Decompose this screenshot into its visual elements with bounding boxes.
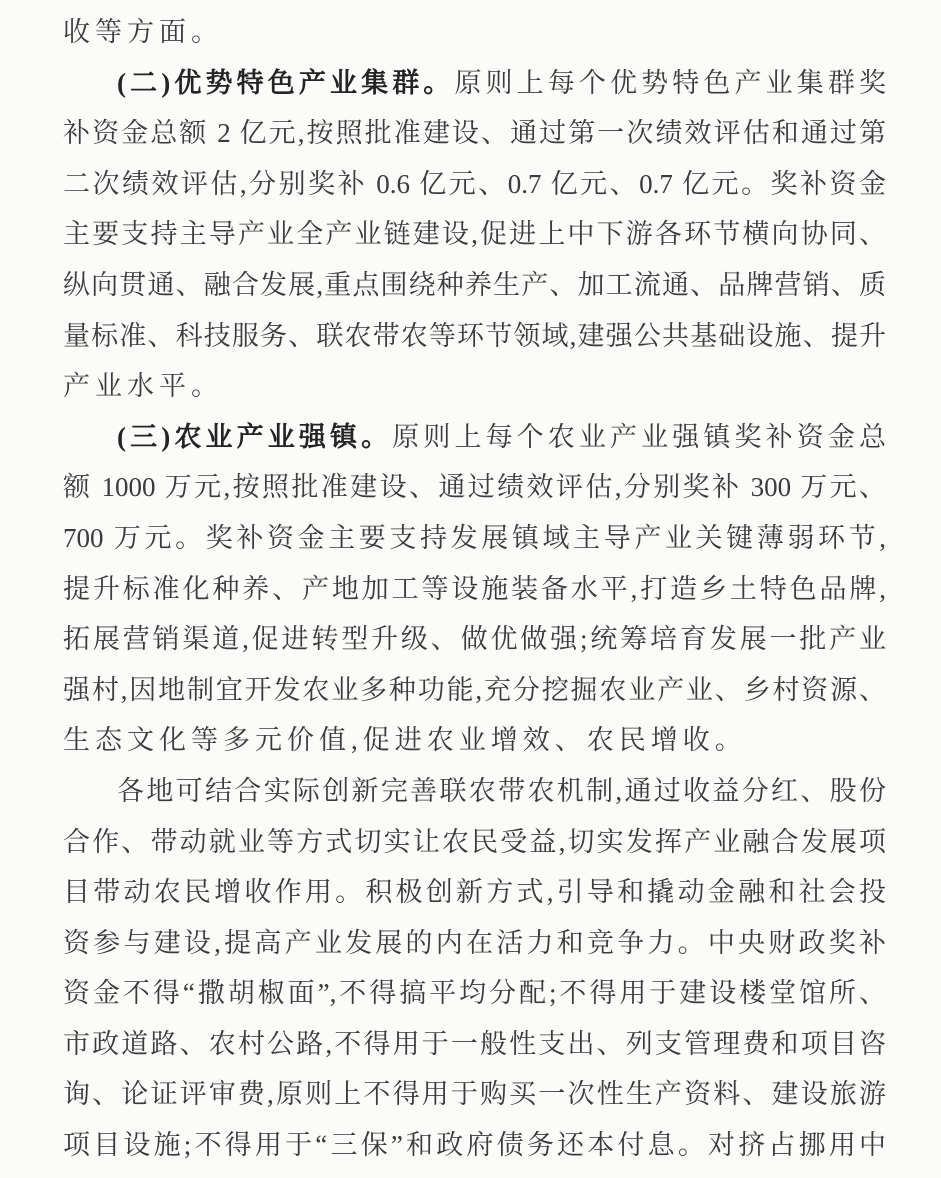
text-line bbox=[63, 209, 886, 260]
paragraph-continuation bbox=[63, 7, 886, 58]
text-line bbox=[63, 513, 886, 564]
line-text: 补资金总额 2 亿元,按照批准建设、通过第一次绩效评估和通过第 bbox=[63, 118, 886, 149]
text-line bbox=[63, 412, 886, 463]
text-line bbox=[63, 1019, 886, 1070]
text-line bbox=[63, 260, 886, 311]
paragraph-section-2 bbox=[63, 58, 886, 412]
line-text: 主要支持主导产业全产业链建设,促进上中下游各环节横向协同、 bbox=[63, 219, 886, 250]
line-text: 产业水平。 bbox=[63, 371, 223, 402]
text-line bbox=[63, 564, 886, 615]
line-text: 700 万元。奖补资金主要支持发展镇域主导产业关键薄弱环节, bbox=[63, 522, 886, 553]
line-text: 原则上每个优势特色产业集群奖 bbox=[454, 67, 887, 98]
line-text: 生态文化等多元价值,促进农业增效、农民增收。 bbox=[63, 725, 747, 756]
line-text: 各地可结合实际创新完善联农带农机制,通过收益分红、股份 bbox=[117, 775, 886, 806]
line-text: 原则上每个农业产业强镇奖补资金总 bbox=[392, 421, 887, 452]
section-heading: (三)农业产业强镇。 bbox=[117, 421, 393, 452]
text-line bbox=[63, 108, 886, 159]
line-text: 纵向贯通、融合发展,重点围绕种养生产、加工流通、品牌营销、质 bbox=[63, 269, 886, 300]
line-text: 拓展营销渠道,促进转型升级、做优做强;统筹培育发展一批产业 bbox=[63, 624, 886, 655]
line-text: 额 1000 万元,按照批准建设、通过绩效评估,分别奖补 300 万元、 bbox=[63, 472, 886, 503]
text-line bbox=[63, 766, 886, 817]
text-line bbox=[63, 968, 886, 1019]
line-text: 目带动农民增收作用。积极创新方式,引导和撬动金融和社会投 bbox=[63, 877, 886, 908]
text-line bbox=[63, 7, 886, 58]
paragraph-mechanism bbox=[63, 766, 886, 1171]
text-line bbox=[63, 867, 886, 918]
text-line bbox=[63, 311, 886, 362]
text-line bbox=[63, 715, 886, 766]
paragraph-section-3 bbox=[63, 412, 886, 766]
line-text: 项目设施;不得用于“三保”和政府债务还本付息。对挤占挪用中 bbox=[63, 1130, 886, 1161]
text-line bbox=[63, 1120, 886, 1171]
text-line bbox=[63, 58, 886, 109]
line-text: 量标准、科技服务、联农带农等环节领域,建强公共基础设施、提升 bbox=[63, 320, 886, 351]
line-text: 市政道路、农村公路,不得用于一般性支出、列支管理费和项目咨 bbox=[63, 1028, 886, 1059]
line-text: 合作、带动就业等方式切实让农民受益,切实发挥产业融合发展项 bbox=[63, 826, 886, 857]
text-line bbox=[63, 1069, 886, 1120]
line-text: 提升标准化种养、产地加工等设施装备水平,打造乡土特色品牌, bbox=[63, 573, 886, 604]
text-line bbox=[63, 614, 886, 665]
line-text: 强村,因地制宜开发农业多种功能,充分挖掘农业产业、乡村资源、 bbox=[63, 674, 886, 705]
section-heading: (二)优势特色产业集群。 bbox=[117, 67, 455, 98]
text-line bbox=[63, 159, 886, 210]
text-line bbox=[63, 462, 886, 513]
line-text: 资参与建设,提高产业发展的内在活力和竞争力。中央财政奖补 bbox=[63, 927, 886, 958]
text-line bbox=[63, 665, 886, 716]
text-line bbox=[63, 817, 886, 868]
line-text: 收等方面。 bbox=[63, 17, 223, 47]
line-text: 询、论证评审费,原则上不得用于购买一次性生产资料、建设旅游 bbox=[63, 1079, 886, 1110]
line-text: 二次绩效评估,分别奖补 0.6 亿元、0.7 亿元、0.7 亿元。奖补资金 bbox=[63, 168, 886, 199]
line-text: 资金不得“撒胡椒面”,不得搞平均分配;不得用于建设楼堂馆所、 bbox=[63, 978, 886, 1009]
text-line bbox=[63, 361, 886, 412]
text-line bbox=[63, 918, 886, 969]
